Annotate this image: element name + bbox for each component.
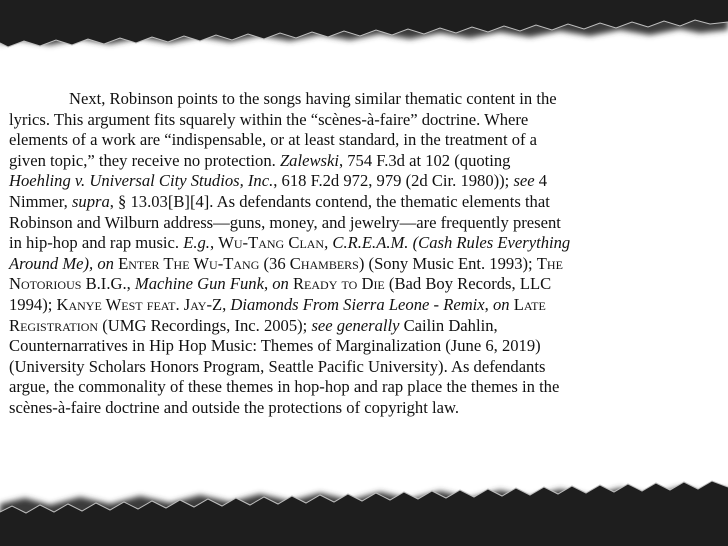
text-segment: argue, the commonality of these themes in hop-hop and rap place the themes in the [9, 377, 560, 397]
text-segment: 1994); [9, 294, 57, 314]
text-segment: Next, Robinson points to the songs having similar thematic content in the [69, 89, 557, 108]
italic-text: on [492, 294, 510, 314]
italic-text: Hoehling v. Universal City Studios, Inc. [9, 171, 274, 191]
text-segment: (UMG Recordings, Inc. 2005); [98, 315, 312, 335]
italic-text: Machine Gun Funk [134, 274, 264, 294]
text-line [9, 336, 721, 357]
small-caps-text: Wu-Tang Clan [218, 233, 325, 253]
text-segment: 4 [534, 171, 548, 191]
small-caps-text: The [536, 253, 563, 273]
text-segment: lyrics. This argument fits squarely within the “scènes-à-faire” doctrine. Where [9, 109, 529, 129]
text-segment: scènes-à-faire doctrine and outside the protections of copyright law. [9, 397, 460, 417]
torn-paper-bottom-edge [0, 478, 728, 546]
text-segment: Nimmer, [9, 191, 72, 211]
text-line [9, 171, 721, 192]
italic-text: E.g. [183, 233, 210, 253]
italic-text: see generally [311, 315, 400, 335]
text-segment: in hip-hop and rap music. [9, 233, 184, 253]
italic-text: Diamonds From Sierra Leone - Remix [230, 294, 485, 314]
text-segment: , [263, 274, 273, 294]
text-segment: given topic,” they receive no protection. [9, 150, 280, 170]
text-segment: , [484, 294, 493, 314]
text-line [9, 151, 721, 172]
small-caps-text: Ready to Die [292, 274, 385, 294]
text-segment: , 754 F.3d at 102 (quoting [338, 150, 511, 170]
text-segment: , [126, 274, 135, 294]
text-segment: , [209, 233, 219, 253]
text-line [9, 295, 721, 316]
text-segment: , 618 F.2d 972, 979 (2d Cir. 1980)); [273, 171, 514, 191]
text-line [9, 398, 721, 419]
text-segment: elements of a work are “indispensable, or at least standard, in the treatment of a [9, 130, 538, 150]
text-line [9, 130, 721, 151]
small-caps-text: Notorious B.I.G. [9, 274, 127, 294]
italic-text: Around Me), on [9, 253, 114, 273]
court-opinion-excerpt [9, 89, 721, 419]
text-line [9, 89, 721, 110]
text-segment: Counternarratives in Hip Hop Music: Themes of Marginalization (June 6, 2019) [9, 336, 541, 356]
text-segment: Cailin Dahlin, [399, 315, 498, 335]
italic-text: supra [71, 191, 110, 211]
small-caps-text: Late [513, 294, 546, 314]
text-segment: , [222, 294, 231, 314]
text-line [9, 274, 721, 295]
text-line [9, 233, 721, 254]
small-caps-text: Kanye West feat. Jay-Z [56, 294, 223, 314]
text-segment: , § 13.03[B][4]. As defendants contend, the thematic elements that [109, 191, 550, 211]
text-line [9, 377, 721, 398]
text-line [9, 254, 721, 275]
text-segment: (Sony Music Ent. 1993); [364, 253, 537, 273]
italic-text: on [272, 274, 289, 294]
small-caps-text: Enter The Wu-Tang (36 Chambers) [118, 253, 365, 273]
text-segment: , [324, 233, 333, 253]
text-line [9, 192, 721, 213]
text-segment: Robinson and Wilburn address—guns, money, and jewelry—are frequently present [9, 212, 561, 232]
text-segment: (Bad Boy Records, LLC [384, 274, 552, 294]
torn-paper-top-edge [0, 0, 728, 62]
text-line [9, 110, 721, 131]
italic-text: C.R.E.A.M. (Cash Rules Everything [332, 233, 571, 253]
small-caps-text: Registration [9, 315, 99, 335]
text-line [9, 213, 721, 234]
italic-text: see [513, 171, 535, 191]
italic-text: Zalewski [279, 150, 339, 170]
text-line [9, 357, 721, 378]
text-segment: (University Scholars Honors Program, Seattle Pacific University). As defendants [9, 356, 546, 376]
text-line [9, 316, 721, 337]
